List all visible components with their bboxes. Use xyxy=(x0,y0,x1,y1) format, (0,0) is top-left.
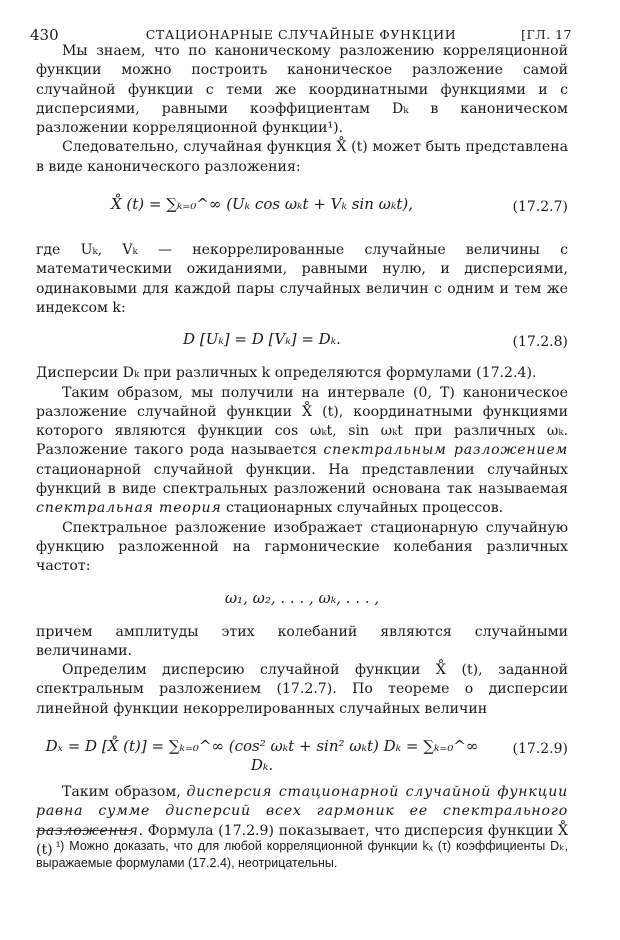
equation-formula: Dₓ = D [X̊ (t)] = ∑ₖ₌₀^∞ (cos² ωₖt + sin² ωₖt) Dₖ = ∑ₖ₌₀^∞ Dₖ. xyxy=(45,737,479,775)
equation-formula: D [Uₖ] = D [Vₖ] = Dₖ. xyxy=(183,330,341,349)
running-title: СТАЦИОНАРНЫЕ СЛУЧАЙНЫЕ ФУНКЦИИ xyxy=(145,27,457,42)
text-run: Таким образом, мы получили на интервале (0, T) каноническое разложение случайной функции X̊ (t), координатными функциями которого являются функции cos ωₖt, sin ωₖt при различных ωₖ. Разложение такого рода называется xyxy=(36,384,568,459)
paragraph-1: Мы знаем, что по каноническому разложению корреляционной функции можно построить каноническое разложение самой случайной функции с теми же координатными функциями и с дисперсиями, равными коэффициентам Dₖ в каноническом разложении корреляционной функции¹). xyxy=(36,43,568,137)
chapter-label: [ГЛ. 17 xyxy=(521,27,572,42)
footnote-marker: ¹) xyxy=(56,839,65,853)
text-run: стационарных случайных процессов. xyxy=(221,500,504,517)
emphasis-variance-statement: дисперсия стационарной случайной функции равна сумме дисперсий всех гармоник ее спектрального разложения xyxy=(36,784,568,839)
page-body xyxy=(36,42,568,860)
equation-number: (17.2.7) xyxy=(512,199,568,216)
equation-formula: ω₁, ω₂, . . . , ωₖ, . . . , xyxy=(224,588,380,607)
text-run: . Формула (17.2.9) показывает, что дисперсия функции X̊ (t) xyxy=(36,822,568,858)
page-number: 430 xyxy=(30,26,59,44)
equation-17-2-8 xyxy=(36,324,568,358)
paragraph-3: где Uₖ, Vₖ — некоррелированные случайные величины с математическими ожиданиями, равными нулю, и дисперсиями, одинаковыми для каждой пары случайных величин с одним и тем же индексом k: xyxy=(36,242,568,316)
emphasis-spectral-theory: спектральная теория xyxy=(36,500,222,517)
equation-number: (17.2.8) xyxy=(512,334,568,351)
paragraph-4: Дисперсии Dₖ при различных k определяются формулами (17.2.4). xyxy=(36,365,537,382)
equation-17-2-7 xyxy=(36,185,568,233)
footnote xyxy=(36,838,568,872)
equation-formula: X̊ (t) = ∑ₖ₌₀^∞ (Uₖ cos ωₖt + Vₖ sin ωₖt), xyxy=(110,195,414,214)
paragraph-6: Спектральное разложение изображает стационарную случайную функцию разложенной на гармонические колебания различных частот: xyxy=(36,519,568,575)
text-run: Таким образом, xyxy=(62,784,187,801)
equation-17-2-9 xyxy=(36,727,568,775)
equation-number: (17.2.9) xyxy=(512,741,568,758)
paragraph-8: Определим дисперсию случайной функции X̊ (t), заданной спектральным разложением (17.2.7). По теореме о дисперсии линейной функции некоррелированных случайных величин xyxy=(36,662,568,717)
text-run: стационарной случайной функции. На представлении случайных функций в виде спектральных разложений основана так называемая xyxy=(36,461,568,498)
emphasis-spectral-decomposition: спектральным разложением xyxy=(323,442,569,459)
paragraph-2: Следовательно, случайная функция X̊ (t) может быть представлена в виде канонического разложения: xyxy=(36,139,568,175)
footnote-text: Можно доказать, что для любой корреляционной функции kₓ (τ) коэффициенты Dₖ, выражаемые формулами (17.2.4), неотрицательны. xyxy=(36,839,568,870)
paragraph-7: причем амплитуды этих колебаний являются случайными величинами. xyxy=(36,623,568,659)
footnote-rule xyxy=(36,830,132,831)
frequency-list xyxy=(36,583,568,617)
paragraph-5 xyxy=(36,384,568,519)
